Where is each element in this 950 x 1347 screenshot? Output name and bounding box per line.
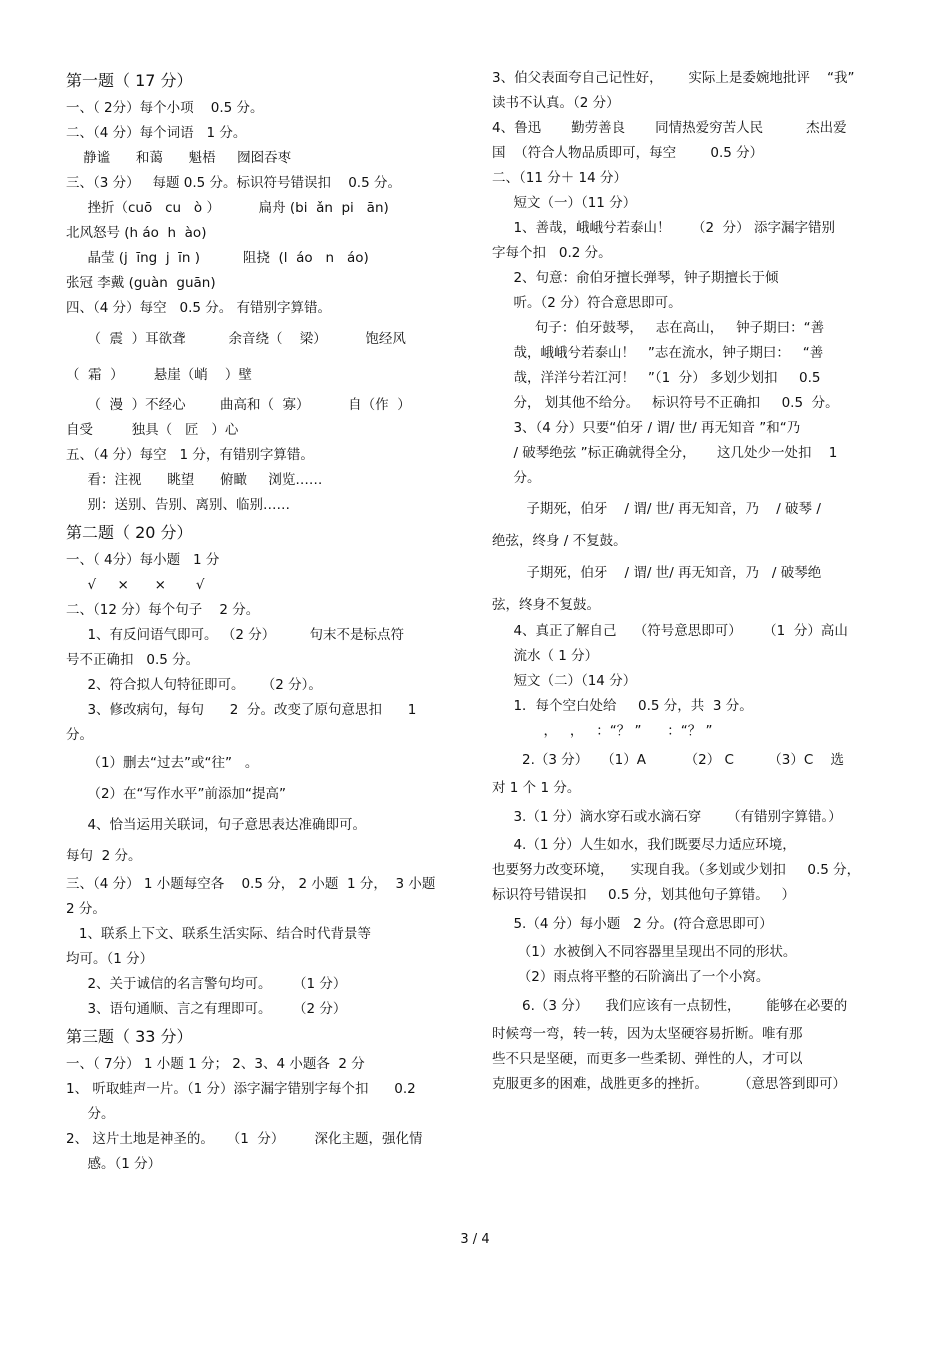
answer-line: （2）雨点将平整的石阶滴出了一个小窝。 <box>492 969 770 985</box>
answer-line: 流水（ 1 分） <box>492 648 599 664</box>
answer-line: 读书不认真。（2 分） <box>492 95 620 111</box>
answer-line: 1、有反问语气即可。 （2 分） 句末不是标点符 <box>66 627 405 643</box>
answer-line: 听。（2 分）符合意思即可。 <box>492 295 682 311</box>
answer-line: 二、（4 分）每个词语 1 分。 <box>66 125 247 141</box>
answer-line: 弦，终身不复鼓。 <box>492 597 600 613</box>
answer-line: 些不只是坚硬，而更多一些柔韧、弹性的人，才可以 <box>492 1051 803 1067</box>
answer-line: （ 震 ）耳欲聋 余音绕（ 梁） 饱经风 <box>66 331 406 347</box>
answer-line: 分， 划其他不给分。 标识符号不正确扣 0.5 分。 <box>492 395 839 411</box>
answer-line: 子期死，伯牙 / 谓/ 世/ 再无知音，乃 / 破琴 / <box>492 501 821 517</box>
answer-line: 均可。（1 分） <box>66 951 154 967</box>
answer-line: 一、（ 2分）每个小项 0.5 分。 <box>66 100 264 116</box>
answer-line: 4、真正了解自己 （符号意思即可） （1 分）高山 <box>492 623 848 639</box>
answer-line: 2、符合拟人句特征即可。 （2 分）。 <box>66 677 322 693</box>
answer-line: 自受 独具（ 匠 ）心 <box>66 422 239 438</box>
answer-column-right <box>492 66 892 1097</box>
answer-line: 3、（4 分）只要“伯牙 / 谓/ 世/ 再无知音 ”和“乃 <box>492 420 801 436</box>
answer-column-left <box>66 66 466 1177</box>
answer-line: 对 1 个 1 分。 <box>492 780 581 796</box>
answer-line: 1．每个空白处给 0.5 分，共 3 分。 <box>492 698 753 714</box>
answer-line: 2 分。 <box>66 901 106 917</box>
answer-line: 分。 <box>492 470 541 486</box>
answer-line: （1）水被倒入不同容器里呈现出不同的形状。 <box>492 944 797 960</box>
answer-line: 二、（12 分）每个句子 2 分。 <box>66 602 260 618</box>
answer-line: 短文（一）（11 分） <box>492 195 637 211</box>
section-title: 第三题（ 33 分） <box>66 1027 193 1046</box>
answer-line: 2、关于诚信的名言警句均可。 （1 分） <box>66 976 347 992</box>
answer-line: 静谧 和蔼 魁梧 囫囵吞枣 <box>66 150 292 166</box>
answer-line: √ × × √ <box>66 577 205 593</box>
answer-line: 短文（二）（14 分） <box>492 673 637 689</box>
page-number: 3 / 4 <box>460 1232 490 1247</box>
answer-line: 克服更多的困难，战胜更多的挫折。 （意思答到即可） <box>492 1076 847 1092</box>
answer-line: 一、（ 4分）每小题 1 分 <box>66 552 220 568</box>
answer-line: 三、（4 分） 1 小题每空各 0.5 分， 2 小题 1 分， 3 小题 <box>66 876 436 892</box>
answer-line: （ 霜 ） 悬崖（峭 ）壁 <box>66 367 252 383</box>
answer-line: 号不正确扣 0.5 分。 <box>66 652 200 668</box>
answer-line: ， ， ：“？ ” ：“？ ” <box>492 723 713 739</box>
answer-line: 1、联系上下文、联系生活实际、结合时代背景等 <box>66 926 371 942</box>
answer-line: 标识符号错误扣 0.5 分，划其他句子算错。 ） <box>492 887 796 903</box>
answer-line: 3、修改病句，每句 2 分。改变了原句意思扣 1 <box>66 702 417 718</box>
answer-line: 每句 2 分。 <box>66 848 142 864</box>
answer-line: 5.（4 分）每小题 2 分。(符合意思即可） <box>492 916 773 932</box>
answer-line: 4、恰当运用关联词，句子意思表达准确即可。 <box>66 817 367 833</box>
answer-line: 时候弯一弯，转一转，因为太坚硬容易折断。唯有那 <box>492 1026 803 1042</box>
answer-line: 二、（11 分＋ 14 分） <box>492 170 627 186</box>
section-title: 第一题（ 17 分） <box>66 71 193 90</box>
answer-line: （ 漫 ）不经心 曲高和（ 寡） 自（作 ） <box>66 397 411 413</box>
answer-line: 四、（4 分）每空 0.5 分。 有错别字算错。 <box>66 300 332 316</box>
answer-line: 4、鲁迅 勤劳善良 同情热爱穷苦人民 杰出爱 <box>492 120 847 136</box>
answer-line: 分。 <box>66 727 93 743</box>
answer-line: 1、善哉，峨峨兮若泰山！ （2 分） 添字漏字错别 <box>492 220 835 236</box>
answer-line: 1、 听取蛙声一片。（1 分）添字漏字错别字每个扣 0.2 <box>66 1081 416 1097</box>
answer-line: 别：送别、告别、离别、临别…… <box>66 497 290 513</box>
answer-line: 五、（4 分）每空 1 分，有错别字算错。 <box>66 447 314 463</box>
answer-line: （1）删去“过去”或“往” 。 <box>66 755 259 771</box>
answer-line: / 破琴绝弦 ”标正确就得全分， 这几处少一处扣 1 <box>492 445 838 461</box>
answer-line: 感。（1 分） <box>66 1156 162 1172</box>
answer-line: 哉，洋洋兮若江河！ ”（1 分） 多划少划扣 0.5 <box>492 370 821 386</box>
answer-line: 6.（3 分） 我们应该有一点韧性， 能够在必要的 <box>492 998 848 1014</box>
answer-line: 绝弦，终身 / 不复鼓。 <box>492 533 627 549</box>
answer-line: 2、句意：俞伯牙擅长弹琴，钟子期擅长于倾 <box>492 270 779 286</box>
answer-line: 分。 <box>66 1106 115 1122</box>
answer-line: （2）在“写作水平”前添加“提高” <box>66 786 287 802</box>
answer-line: 也要努力改变环境， 实现自我。（多划或少划扣 0.5 分， <box>492 862 861 878</box>
answer-line: 句子：伯牙鼓琴， 志在高山， 钟子期曰：“善 <box>492 320 825 336</box>
pinyin-line: 挫折（cuō cu ò ） 扁舟 (bi ǎn pi ān) <box>66 200 389 216</box>
answer-line: 3、语句通顺、言之有理即可。 （2 分） <box>66 1001 347 1017</box>
answer-line: 看：注视 眺望 俯瞰 浏览…… <box>66 472 323 488</box>
pinyin-line: 晶莹 (j īng j īn ) 阻挠 (l áo n áo) <box>66 250 369 266</box>
answer-line: 3.（1 分）滴水穿石或水滴石穿 （有错别字算错。） <box>492 809 842 825</box>
answer-line: 哉，峨峨兮若泰山！ ”志在流水，钟子期曰： “善 <box>492 345 824 361</box>
pinyin-line: 张冠 李戴 (guàn guān) <box>66 275 216 291</box>
answer-line: 2、 这片土地是神圣的。 （1 分） 深化主题，强化情 <box>66 1131 423 1147</box>
section-title: 第二题（ 20 分） <box>66 523 193 542</box>
answer-line: 字每个扣 0.2 分。 <box>492 245 612 261</box>
answer-line: 一、（ 7分） 1 小题 1 分； 2、3、4 小题各 2 分 <box>66 1056 365 1072</box>
answer-line: 3、伯父表面夸自己记性好， 实际上是委婉地批评 “我” <box>492 70 855 86</box>
answer-line: 子期死，伯牙 / 谓/ 世/ 再无知音，乃 / 破琴绝 <box>492 565 822 581</box>
answer-line: 三、（3 分） 每题 0.5 分。标识符号错误扣 0.5 分。 <box>66 175 401 191</box>
answer-line: 国 （符合人物品质即可，每空 0.5 分） <box>492 145 764 161</box>
answer-line: 2.（3 分） （1）A （2） C （3）C 选 <box>492 752 844 768</box>
answer-line: 4.（1 分）人生如水，我们既要尽力适应环境， <box>492 837 796 853</box>
pinyin-line: 北风怒号 (h áo h ào) <box>66 225 207 241</box>
